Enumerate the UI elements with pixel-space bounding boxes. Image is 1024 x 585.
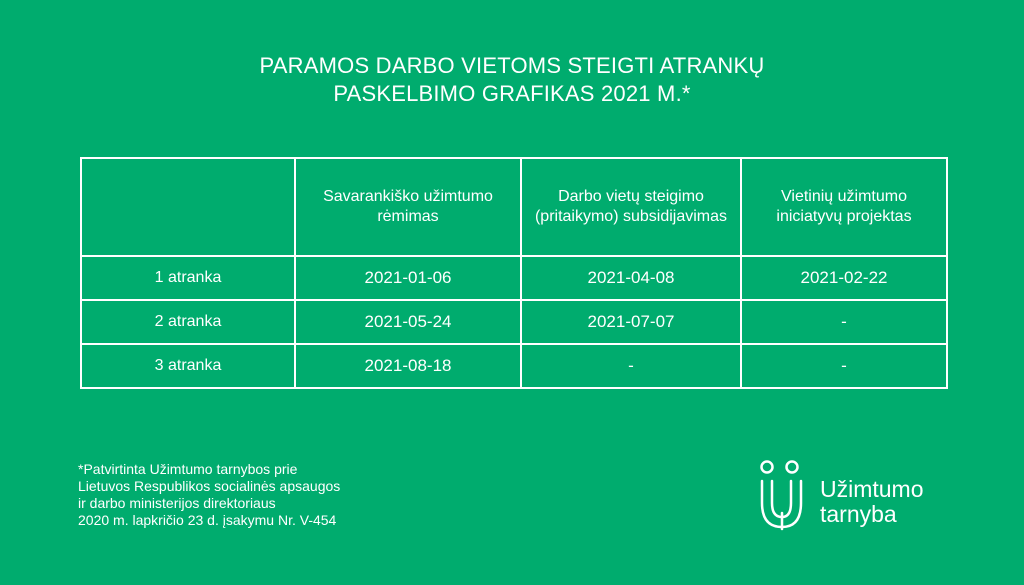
- row-label: 2 atranka: [81, 300, 295, 344]
- footnote: [78, 461, 438, 529]
- table-cell: -: [741, 300, 947, 344]
- table-cell: 2021-08-18: [295, 344, 521, 388]
- page-title-line-1: PARAMOS DARBO VIETOMS STEIGTI ATRANKŲ: [259, 53, 765, 78]
- brand-logo: [758, 457, 958, 537]
- row-label: 1 atranka: [81, 256, 295, 300]
- schedule-table: [80, 157, 948, 389]
- table-cell: 2021-07-07: [521, 300, 741, 344]
- table-row: [81, 256, 947, 300]
- header-cell-self-employment: Savarankiško užimtumo rėmimas: [295, 158, 521, 256]
- logo-text: [820, 477, 924, 527]
- header-cell-local-initiatives: Vietinių užimtumo iniciatyvų projektas: [741, 158, 947, 256]
- table-cell: 2021-05-24: [295, 300, 521, 344]
- table-header-row: [81, 158, 947, 256]
- row-label: 3 atranka: [81, 344, 295, 388]
- logo-text-line-2: tarnyba: [820, 501, 897, 527]
- page-title: [0, 52, 1024, 108]
- table-row: [81, 344, 947, 388]
- page-title-line-2: PASKELBIMO GRAFIKAS 2021 M.*: [333, 81, 691, 106]
- header-cell-empty: [81, 158, 295, 256]
- table-cell: 2021-04-08: [521, 256, 741, 300]
- logo-text-line-1: Užimtumo: [820, 476, 924, 502]
- footnote-line: 2020 m. lapkričio 23 d. įsakymu Nr. V-454: [78, 512, 337, 528]
- people-u-logo-icon: [758, 457, 808, 537]
- footnote-line: ir darbo ministerijos direktoriaus: [78, 495, 276, 511]
- footnote-line: Lietuvos Respublikos socialinės apsaugos: [78, 478, 341, 494]
- table-row: [81, 300, 947, 344]
- table-cell: -: [741, 344, 947, 388]
- table-cell: 2021-02-22: [741, 256, 947, 300]
- table-cell: 2021-01-06: [295, 256, 521, 300]
- footnote-line: *Patvirtinta Užimtumo tarnybos prie: [78, 461, 298, 477]
- header-cell-job-subsidy: Darbo vietų steigimo (pritaikymo) subsidijavimas: [521, 158, 741, 256]
- table-cell: -: [521, 344, 741, 388]
